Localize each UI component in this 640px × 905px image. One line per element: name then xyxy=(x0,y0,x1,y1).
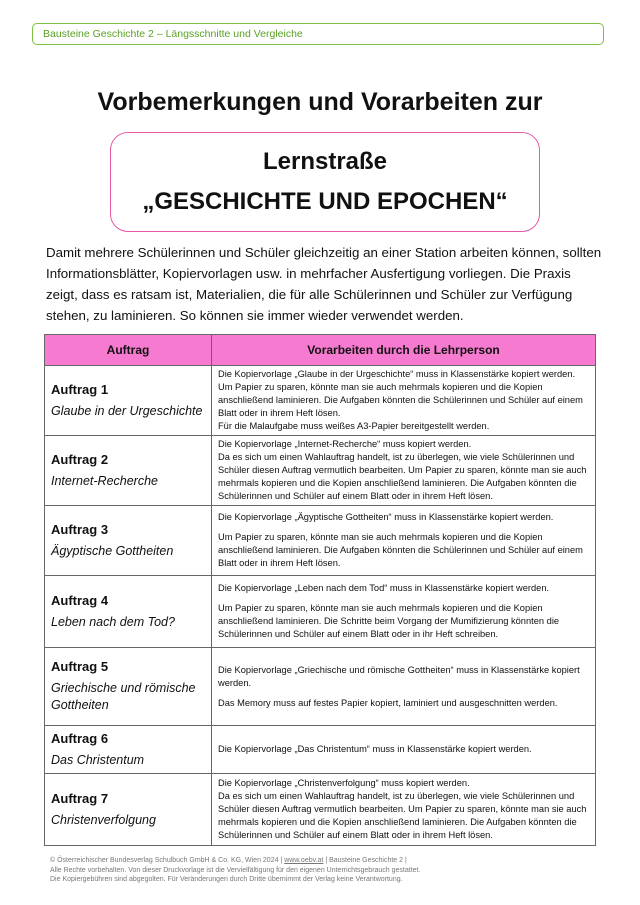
vorarbeiten-text: Da es sich um einen Wahlauftrag handelt, ist zu überlegen, wie viele Schülerinnen und Schüler diesen Auftrag vermutlich bearbeiten. Um Papier zu sparen, könnte man sie auch mehrmals kopieren und die Kopien anschließend laminieren. Die Aufgaben könnten die Schülerinnen und Schüler auf einem Blatt oder in ihrem Heft lösen. xyxy=(218,452,587,501)
table-row xyxy=(45,436,596,506)
vorarbeiten-text: Die Kopiervorlage „Griechische und römische Gottheiten“ muss in Klassenstärke kopiert werden. xyxy=(218,664,580,688)
auftrag-cell xyxy=(45,506,212,576)
vorarbeiten-text: Die Kopiervorlage „Christenverfolgung“ muss kopiert werden. xyxy=(218,778,470,788)
auftrag-cell xyxy=(45,774,212,846)
footer-line2: Alle Rechte vorbehalten. Von dieser Druckvorlage ist die Vervielfältigung für den eigenen Unterrichtsgebrauch gestattet. xyxy=(50,866,421,874)
auftrag-topic: Leben nach dem Tod? xyxy=(51,614,175,629)
vorarbeiten-cell xyxy=(212,506,596,576)
auftrag-label: Auftrag 1 xyxy=(51,381,109,397)
auftrag-label: Auftrag 6 xyxy=(51,730,109,746)
header-bar xyxy=(32,23,604,45)
auftrag-topic: Christenverfolgung xyxy=(51,812,156,827)
vorarbeiten-text: Für die Malaufgabe muss weißes A3-Papier bereitgestellt werden. xyxy=(218,421,490,431)
auftrag-cell xyxy=(45,648,212,726)
vorarbeiten-text: Das Memory muss auf festes Papier kopiert, laminiert und ausgeschnitten werden. xyxy=(218,697,558,708)
auftrag-topic: Griechische und römische Gottheiten xyxy=(51,681,196,712)
table-row xyxy=(45,576,596,648)
auftrag-label: Auftrag 2 xyxy=(51,451,109,467)
vorarbeiten-cell xyxy=(212,774,596,846)
table-row xyxy=(45,648,596,726)
auftrag-label: Auftrag 5 xyxy=(51,659,109,674)
auftrag-topic: Glaube in der Urgeschichte xyxy=(51,403,203,418)
vorarbeiten-cell xyxy=(212,648,596,726)
auftrag-cell xyxy=(45,576,212,648)
auftrag-cell xyxy=(45,436,212,506)
vorarbeiten-text: Die Kopiervorlage „Glaube in der Urgeschichte“ muss in Klassenstärke kopiert werden. Um Papier zu sparen, könnte man sie auch mehrmals kopieren und die Kopien anschließend laminieren. Die Aufgaben könnten die Schülerinnen und Schüler auf einem Blatt oder in ihrem Heft lösen. xyxy=(218,369,583,418)
vorarbeiten-text: Die Kopiervorlage „Das Christentum“ muss in Klassenstärke kopiert werden. xyxy=(218,744,532,754)
title-box-line1: Lernstraße xyxy=(262,148,388,175)
title-box xyxy=(110,132,540,232)
vorarbeiten-text: Da es sich um einen Wahlauftrag handelt, ist zu überlegen, wie viele Schülerinnen und Schüler diesen Auftrag vermutlich bearbeiten. Um Papier zu sparen, könnte man sie auch mehrmals kopieren und die Kopien anschließend laminieren. Die Aufgaben könnten die Schülerinnen und Schüler auf einem Blatt oder in ihrem Heft lösen. xyxy=(218,791,587,840)
intro-paragraph: Damit mehrere Schülerinnen und Schüler gleichzeitig an einer Station arbeiten können, sollten Informationsblätter, Kopiervorlagen usw. in mehrfacher Ausfertigung vorliegen. Die Praxis zeigt, dass es ratsam ist, Materialien, die für alle Schülerinnen und Schüler zur Verfügung stehen, zu laminieren. So können sie immer wieder verwendet werden. xyxy=(46,245,602,323)
table-row xyxy=(45,726,596,774)
title-box-line2: „GESCHICHTE UND EPOCHEN“ xyxy=(142,188,508,215)
vorarbeiten-cell xyxy=(212,436,596,506)
footer xyxy=(50,856,610,885)
header-title: Bausteine Geschichte 2 – Längsschnitte und Vergleiche xyxy=(43,28,303,40)
vorarbeiten-text: Um Papier zu sparen, könnte man sie auch mehrmals kopieren und die Kopien anschließend laminieren. Die Schritte beim Vorgang der Mumifizierung könnten die Schülerinnen und Schüler auf einem Blatt oder in ihr Heft schreiben. xyxy=(218,603,560,639)
footer-line1 xyxy=(50,856,610,866)
auftrag-cell xyxy=(45,726,212,774)
table-row xyxy=(45,506,596,576)
footer-book: | Bausteine Geschichte 2 | xyxy=(323,857,407,864)
page-title: Vorbemerkungen und Vorarbeiten zur xyxy=(97,88,543,116)
auftrag-label: Auftrag 4 xyxy=(51,592,109,608)
vorarbeiten-text: Um Papier zu sparen, könnte man sie auch mehrmals kopieren und die Kopien anschließend laminieren. Die Aufgaben könnten die Schülerinnen und Schüler auf einem Blatt oder in ihrem Heft lösen. xyxy=(218,532,583,568)
auftrag-label: Auftrag 3 xyxy=(51,521,109,537)
column-header-vorarbeiten: Vorarbeiten durch die Lehrperson xyxy=(212,335,596,366)
table-header-row xyxy=(45,335,596,366)
column-header-auftrag: Auftrag xyxy=(45,335,212,366)
vorarbeiten-cell xyxy=(212,726,596,774)
footer-copyright: © Österreichischer Bundesverlag Schulbuch GmbH & Co. KG, Wien 2024 | xyxy=(50,857,285,864)
footer-link[interactable]: www.oebv.at xyxy=(284,857,324,864)
auftrag-cell xyxy=(45,366,212,436)
vorarbeiten-cell xyxy=(212,576,596,648)
auftrag-topic: Ägyptische Gottheiten xyxy=(51,543,174,558)
auftrag-label: Auftrag 7 xyxy=(51,790,109,806)
vorarbeiten-text: Die Kopiervorlage „Ägyptische Gottheiten“ muss in Klassenstärke kopiert werden. xyxy=(218,512,554,522)
auftrag-topic: Internet-Recherche xyxy=(51,473,159,488)
vorarbeiten-text: Die Kopiervorlage „Leben nach dem Tod“ muss in Klassenstärke kopiert werden. xyxy=(218,583,550,593)
auftrag-topic: Das Christentum xyxy=(51,752,145,767)
table-row xyxy=(45,366,596,436)
tasks-table xyxy=(44,334,596,846)
table-row xyxy=(45,774,596,846)
footer-line3: Die Kopiergebühren sind abgegolten. Für Veränderungen durch Dritte übernimmt der Verlag keine Verantwortung. xyxy=(50,876,403,883)
vorarbeiten-cell xyxy=(212,366,596,436)
vorarbeiten-text: Die Kopiervorlage „Internet-Recherche“ muss kopiert werden. xyxy=(218,439,472,449)
